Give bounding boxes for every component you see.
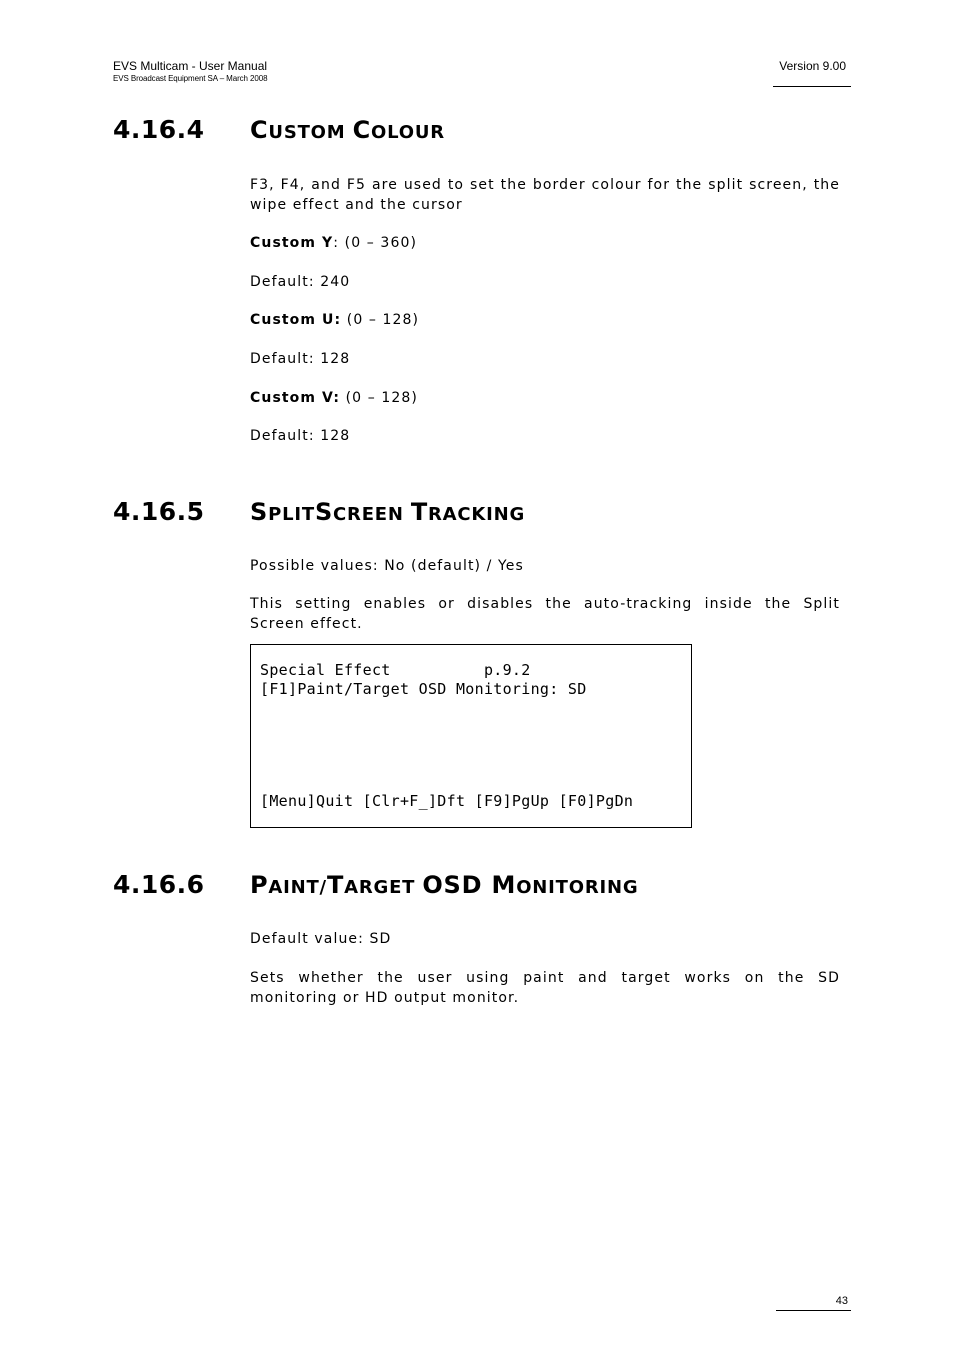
title-part: P [250,871,269,899]
screen-line-setting: [F1]Paint/Target OSD Monitoring: SD [260,680,587,698]
section-number-4-16-5: 4.16.5 [113,497,205,526]
title-part: C [352,116,371,144]
splitscreen-description: This setting enables or disables the auto-tracking inside the Split Screen effect. [250,596,840,632]
title-part: RACKING [428,504,526,525]
title-part: CREEN [333,504,411,525]
title-part: PLIT [268,504,315,525]
title-part: T [326,871,345,899]
section-title-paint-target-osd [250,871,638,899]
screen-line-navigation: [Menu]Quit [Clr+F_]Dft [F9]PgUp [F0]PgDn [260,792,634,810]
custom-u-label: Custom U: [250,312,342,328]
custom-y-range: : (0 – 360) [333,235,418,251]
page-number: 43 [835,1295,848,1307]
title-part: S [314,498,334,526]
title-part: AINT/ [268,877,327,898]
header-title: EVS Multicam - User Manual [113,59,268,73]
custom-y-label: Custom Y [250,235,334,251]
header-divider [773,86,851,87]
paint-target-description: Sets whether the user using paint and target works on the SD monitoring or HD output monitor. [250,970,840,1006]
menu-screen-box [250,644,692,828]
paint-target-default: Default value: SD [250,931,392,947]
title-part: USTOM [268,122,353,143]
custom-u-default: Default: 128 [250,351,351,367]
title-part: C [250,116,269,144]
footer-divider [776,1310,851,1311]
custom-y-line [250,234,840,254]
header-subtitle: EVS Broadcast Equipment SA – March 2008 [113,74,268,83]
title-part: OSD M [422,871,517,899]
custom-v-default: Default: 128 [250,428,351,444]
section-title-splitscreen-tracking [250,498,525,526]
custom-u-range: (0 – 128) [341,312,420,328]
custom-v-line [250,389,840,409]
custom-y-default: Default: 240 [250,274,351,290]
header-version: Version 9.00 [779,59,846,73]
title-part: ARGET [344,877,423,898]
custom-u-line [250,311,840,331]
title-part: S [250,498,269,526]
splitscreen-values: Possible values: No (default) / Yes [250,558,524,574]
custom-colour-intro: F3, F4, and F5 are used to set the border colour for the split screen, the wipe effect and the cursor [250,177,840,213]
section-title-custom-colour [250,116,445,144]
section-number-4-16-4: 4.16.4 [113,115,205,144]
screen-line-page: Special Effect p.9.2 [260,661,531,679]
title-part: ONITORING [516,877,639,898]
title-part: T [410,498,428,526]
section-number-4-16-6: 4.16.6 [113,870,205,899]
title-part: OLOUR [370,122,445,143]
custom-v-label: Custom V: [250,390,341,406]
custom-v-range: (0 – 128) [340,390,418,406]
